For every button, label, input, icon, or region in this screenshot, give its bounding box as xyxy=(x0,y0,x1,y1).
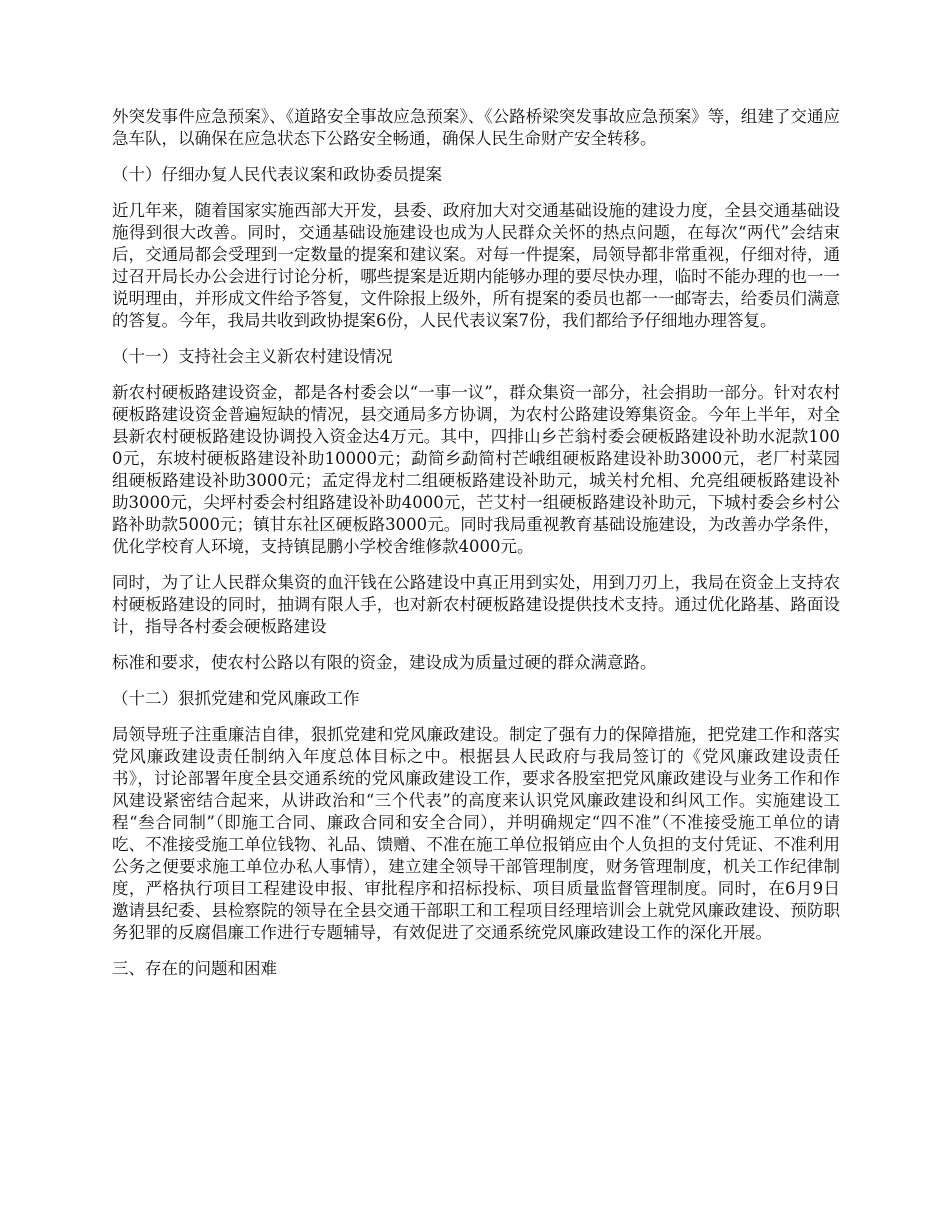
paragraph-rural-road-funding: 新农村硬板路建设资金，都是各村委会以“一事一议”，群众集资一部分，社会捐助一部分。针对农村硬板路建设资金普遍短缺的情况，县交通局多方协调，为农村公路建设筹集资金。今年上半年，对全县新农村硬板路建设协调投入资金达4万元。其中，四排山乡芒翁村委会硬板路建设补助水泥款1000元，东坡村硬板路建设补助10000元；勐简乡勐简村芒峨组硬板路建设补助3000元，老厂村菜园组硬板路建设补助3000元；孟定得龙村二组硬板路建设补助元，城关村允相、允亮组硬板路建设补助3000元，尖坪村委会村组路建设补助4000元，芒艾村一组硬板路建设补助元，下城村委会乡村公路补助款5000元；镇甘东社区硬板路3000元。同时我局重视教育基础设施建设，为改善办学条件，优化学校育人环境，支持镇昆鹏小学校舍维修款4000元。 xyxy=(112,383,840,556)
paragraph-emergency-plans: 外突发事件应急预案》、《道路安全事故应急预案》、《公路桥梁突发事故应急预案》等，组建了交通应急车队，以确保在应急状态下公路安全畅通，确保人民生命财产安全转移。 xyxy=(112,107,840,148)
document-body xyxy=(112,106,840,994)
paragraph-technical-support: 同时，为了让人民群众集资的血汗钱在公路建设中真正用到实处，用到刀刃上，我局在资金上支持农村硬板路建设的同时，抽调有限人手，也对新农村硬板路建设提供技术支持。通过优化路基、路面设计，指导各村委会硬板路建设 xyxy=(112,573,840,636)
section-heading-problems: 三、存在的问题和困难 xyxy=(112,959,277,978)
paragraph-party-integrity: 局领导班子注重廉洁自律，狠抓党建和党风廉政建设。制定了强有力的保障措施，把党建工作和落实党风廉政建设责任制纳入年度总体目标之中。根据县人民政府与我局签订的《党风廉政建设责任书》，讨论部署年度全县交通系统的党风廉政建设工作，要求各股室把党风廉政建设与业务工作和作风建设紧密结合起来，从讲政治和“三个代表”的高度来认识党风廉政建设和纠风工作。实施建设工程“叁合同制”（即施工合同、廉政合同和安全合同），并明确规定“四不准”（不准接受施工单位的请吃、不准接受施工单位钱物、礼品、馈赠、不准在施工单位报销应由个人负担的支付凭证、不准利用公务之便要求施工单位办私人事情），建立建全领导干部管理制度，财务管理制度，机关工作纪律制度，严格执行项目工程建设申报、审批程序和招标投标、项目质量监督管理制度。同时，在6月9日邀请县纪委、县检察院的领导在全县交通干部职工和工程项目经理培训会上就党风廉政建设、预防职务犯罪的反腐倡廉工作进行专题辅导，有效促进了交通系统党风廉政建设工作的深化开展。 xyxy=(112,725,840,942)
section-heading-12: （十二）狠抓党建和党风廉政工作 xyxy=(112,689,360,708)
section-heading-11: （十一）支持社会主义新农村建设情况 xyxy=(112,347,393,366)
paragraph-proposals: 近几年来，随着国家实施西部大开发，县委、政府加大对交通基础设施的建设力度，全县交通基础设施得到很大改善。同时，交通基础设施建设也成为人民群众关怀的热点问题，在每次“两代”会结束后，交通局都会受理到一定数量的提案和建议案。对每一件提案，局领导都非常重视，仔细对待，通过召开局长办公会进行讨论分析，哪些提案是近期内能够办理的要尽快办理，临时不能办理的也一一说明理由，并形成文件给予答复，文件除报上级外，所有提案的委员也都一一邮寄去，给委员们满意的答复。今年，我局共收到政协提案6份，人民代表议案7份，我们都给予仔细地办理答复。 xyxy=(112,201,840,330)
section-heading-10: （十）仔细办复人民代表议案和政协委员提案 xyxy=(112,165,442,184)
paragraph-road-standards: 标准和要求，使农村公路以有限的资金，建设成为质量过硬的群众满意路。 xyxy=(112,653,657,672)
